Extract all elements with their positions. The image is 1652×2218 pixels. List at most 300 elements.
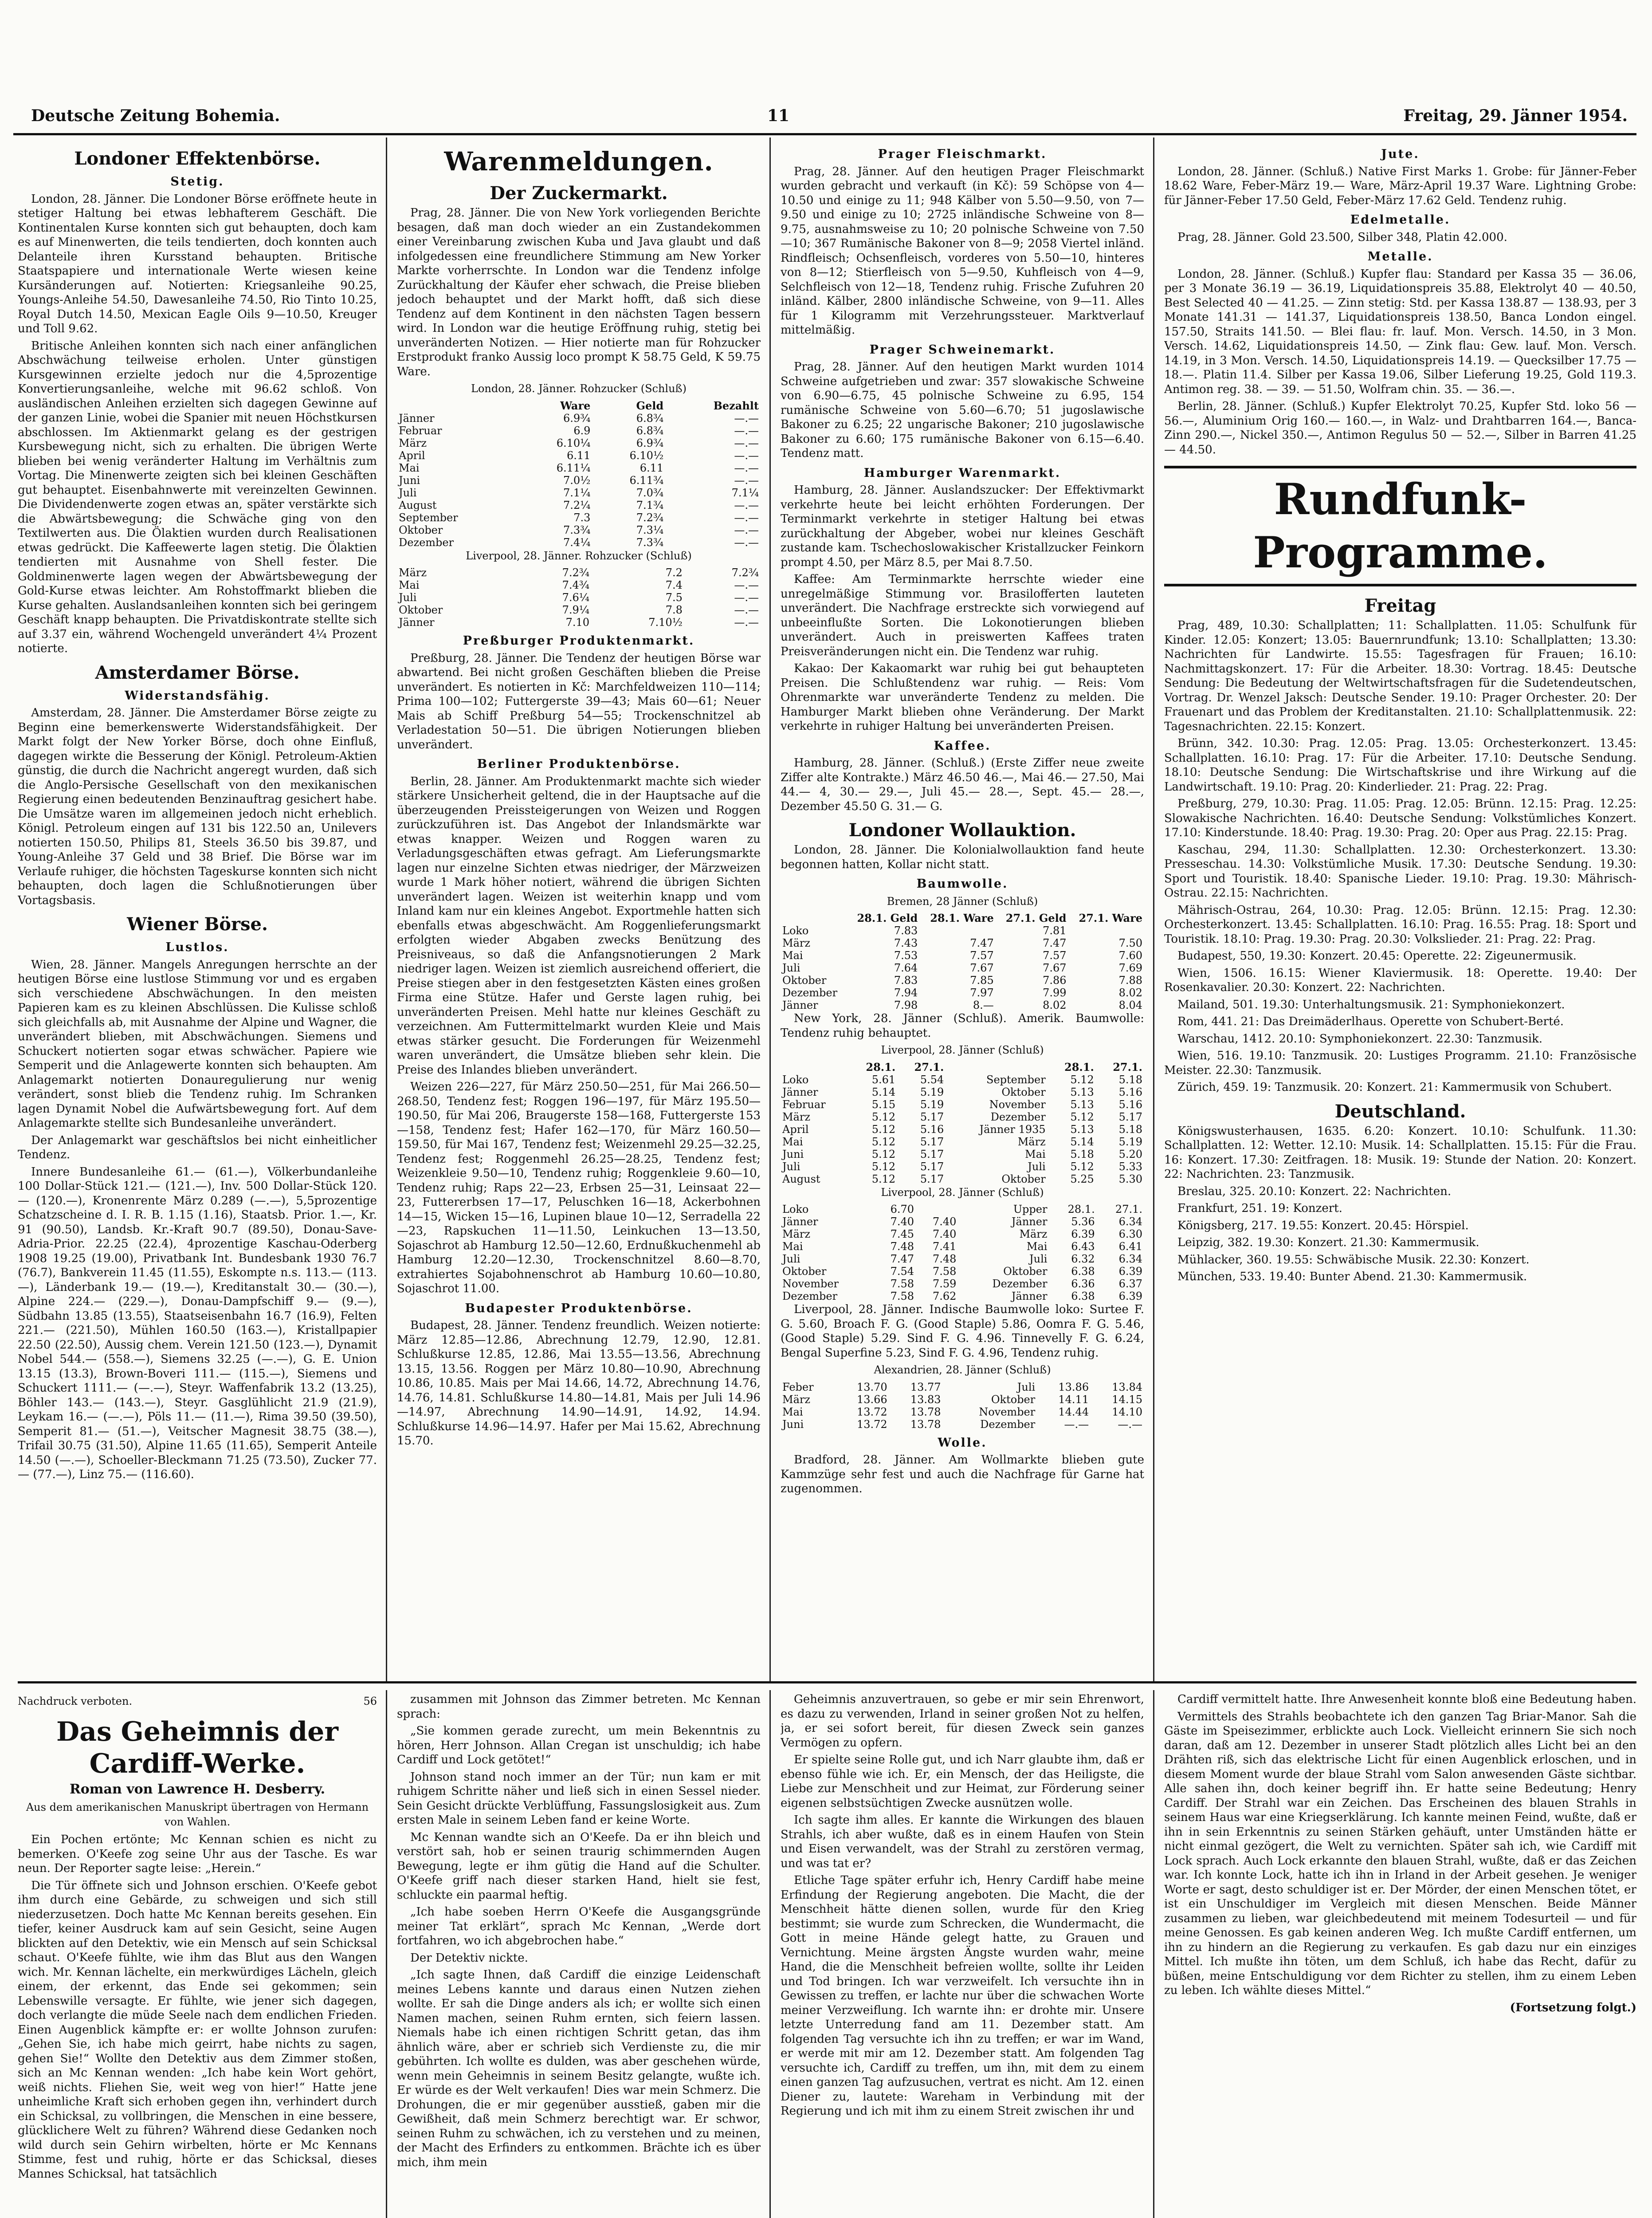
table-cell: 7.64 — [894, 962, 918, 974]
table-cell: 7.59 — [932, 1278, 957, 1290]
radio-listing: Kaschau, 294, 11.30: Schallplatten. 12.30: Orchesterkonzert. 13.30: Presseschau. 14.30: Volkstümliche Musik. 17.30: Deutsche Sendung. 19.30: Sport und Touristik. 18.40: Spanische Lieder. 19.10: Prag. 19.30: Mährisch-Ostrau. 22.15: Nachrichten. — [1164, 843, 1636, 900]
table-cell: Oktober — [991, 1393, 1036, 1406]
table-cell: 7.2¾ — [731, 566, 759, 579]
table-cell: Mai — [399, 461, 420, 474]
article-text: Hamburg, 28. Jänner. Auslandszucker: Der Effektivmarkt verkehrte heute bei leicht erhöhten Forderungen. Der Terminmarkt verkehrte in stetiger Haltung bei etwas zurückhaltung der Abgeber, wobei nur kleines Geschäft zustande kam. Tschechoslowakischer Kristallzucker Feinkorn prompt 4.50, per März 8.5, per Mai 8.7.50. — [781, 484, 1144, 569]
novel-text: Die Tür öffnete sich und Johnson erschien. O'Keefe gebot ihm durch eine Gebärde, zu schweigen und sich still niederzusetzen. Doch hatte Mc Kennan bereits gesehen. Ein tiefer, keiner Ausdruck kam auf sein Gesicht, seine Augen blickten auf den Detektiv, wie ein Mensch auf sein Schicksal schaut. O'Keefe fühlte, wie ihm das Blut aus den Wangen wich. Mr. Kennan lächelte, ein merkwürdiges Lächeln, gleich einem, der erkennt, das Ende sei gekommen; sein Lebenswille versagte. Er fühlte, wie jener sich dagegen, doch verlangte die müde Seele nach dem endlichen Frieden. Einen Augenblick kämpfte er: er wollte Johnson zurufen: „Gehen Sie, ich habe mich geirrt, habe nichts zu sagen, gehen Sie!“ Wollte den Detektiv aus dem Zimmer stoßen, sich an Mc Kennan wenden: „Ich habe kein Wort gehört, weiß nichts. Fliehen Sie, weit weg von hier!“ Hatte jene unheimliche Kraft sich erhoben gegen ihn, verhindert durch ein Schicksal, zu vollbringen, die Menschen in eine bessere, glücklichere Welt zu führen? Während diese Gedanken noch wild durch sein Gehirn wirbelten, hörte er Mc Kennans Stimme, fest und ruhig, hörte er das Schicksal, dieses Mannes Schicksal, hat tatsächlich — [18, 1879, 377, 2181]
table-cell: 13.86 — [1058, 1380, 1089, 1393]
table-cell: 7.47 — [1043, 937, 1067, 949]
heading-vienna-stock: Wiener Börse. — [127, 914, 268, 935]
page-header — [13, 106, 1636, 135]
table-cell: 5.18 — [1118, 1073, 1142, 1086]
table-cell: 5.25 — [1070, 1172, 1094, 1185]
table-cell: 13.77 — [910, 1380, 941, 1393]
table-cell: —.— — [734, 412, 759, 425]
heading-coffee: Kaffee. — [934, 739, 991, 753]
heading-wool: Wolle. — [938, 1435, 987, 1450]
table-cell: Juli — [1029, 1253, 1048, 1265]
header-paper-name: Deutsche Zeitung Bohemia. — [31, 106, 280, 125]
table-cell: —.— — [734, 499, 759, 511]
table-cell: 5.33 — [1118, 1160, 1142, 1173]
table-cell: —.— — [734, 591, 759, 604]
table-cell: 7.58 — [932, 1265, 957, 1278]
table-cell: 6.39 — [1118, 1290, 1142, 1302]
column-rule — [386, 138, 387, 1681]
table-cell: 5.13 — [1070, 1085, 1094, 1098]
table-cell: 6.39 — [1118, 1265, 1142, 1278]
article-text: London, 28. Jänner. (Schluß.) Kupfer flau: Standard per Kassa 35 — 36.06, per 3 Monate 36.19 — 36.19, Liquidationspreis 35.88, Elektrolyt 40 — 40.50, Best Selected 40 — 41.25. — Zinn stetig: Std. per Kassa 138.87 — 138.93, per 3 Monate 141.31 — 141.37, Liquidationspreis 138.50, Banca London eingel. 157.50, Straits 141.50. — Blei flau: fr. lauf. Mon. Versch. 14.50, in 3 Mon. Versch. 14.62, Liquidationspreis 14.50, — Zink flau: Gew. lauf. Mon. Versch. 14.19, in 3 Mon. Versch. 14.50, Liquidationspreis 14.19. — Quecksilber 17.75 — 18.—. Platin 11.4. Silber per Kassa 19.06, Silber Lieferung 19.25, Gold 119.3. Antimon reg. 38. — 39. — 51.50, Wolfram chin. 35. — 36.—. — [1164, 267, 1636, 396]
table-cell: 27.1. — [1115, 1203, 1142, 1215]
heading-germany: Deutschland. — [1334, 1101, 1466, 1122]
table-row — [781, 1228, 1144, 1240]
table-cell: Dezember — [992, 1278, 1048, 1290]
radio-listing: Frankfurt, 251. 19: Konzert. — [1177, 1202, 1342, 1215]
table-row — [397, 579, 761, 591]
table-cell: 5.19 — [920, 1085, 944, 1098]
column-metals-radio — [1164, 142, 1636, 1677]
table-cell: Mai — [1025, 1148, 1046, 1160]
radio-listing: Mährisch-Ostrau, 264, 10.30: Prag. 12.05: Brünn. 12.15: Prag. 12.30: Orchesterkonzert. 13.45: Schallplatten. 16.10: Prag. 16.55: Prag. 18: Sport und Touristik. 18.10: Prag. 19.30: Prag. 20.30: Volkslieder. 21: Prag. 22: Prag. — [1164, 903, 1636, 946]
table-cell: 5.30 — [1118, 1172, 1142, 1185]
cotton-bremen-table — [781, 912, 1144, 1011]
table-cell: 13.72 — [856, 1418, 887, 1431]
table-cell: 6.37 — [1118, 1278, 1142, 1290]
heading-pressburg: Preßburger Produktenmarkt. — [463, 634, 695, 648]
table-cell: 7.67 — [970, 962, 994, 974]
heading-cotton: Baumwolle. — [916, 877, 1008, 891]
table-row — [397, 591, 761, 604]
table-cell: 7.4 — [665, 579, 683, 591]
table-cell: 6.38 — [1071, 1290, 1095, 1302]
article-text: Amsterdam, 28. Jänner. Die Amsterdamer Börse zeigte zu Beginn eine bemerkenswerte Widerstandsfähigkeit. Der Markt folgt der New Yorker Börse, doch ohne Einfluß, dagegen wirkte die Besserung der Königl. Petroleum-Aktien günstig, die durch die Nachricht angeregt wurden, daß sich die Anglo-Persische Gesellschaft von den mexikanischen Regierung einen bedeutenden Benzinauftrag gesichert habe. Die Umsätze waren im allgemeinen jedoch nicht erheblich. Königl. Petroleum eingen auf 131 bis 122.50 an, Unilevers notierten 150.50, Philips 81, Steels 36.50 bis 39.87, und Young-Anleihe 37 Geld und 38 Brief. Die Börse war im Verlaufe ruhiger, die höchsten Tageskurse konnten sich nicht behaupten, doch lagen die Schlußnotierungen über Vortagsbasis. — [18, 706, 377, 907]
novel-text: Etliche Tage später erfuhr ich, Henry Cardiff habe meine Erfindung der Regierung angeboten. Die Macht, die der Menschheit hätte dienen sollen, wurde für den Krieg bestimmt; sie wurde zum Schrecken, die Wundermacht, die Gott in meine Hände gelegt hatte, zu Grauen und Vernichtung. Meine ärgsten Ängste wurden wahr, meine Hand, die die Menschheit befreien wollte, sollte ihr Leiden und Tod bringen. Ich war verzweifelt. Ich versuchte ihn in Gewissen zu treffen, er lachte nur über die schwachen Worte meiner Verzweiflung. Ich warnte ihn: er drohte mir. Unsere letzte Unterredung fand am 11. Dezember statt. Am folgenden Tag versuchte ich ihn zu treffen; er war im Wand, er werde mit mir am 12. Dezember statt. Am folgenden Tag versuchte ich, Cardiff zu treffen, um ihn, mit dem zu einem einen ganzen Tag aufzusuchen, vertrat es nicht. Am 12. einen Diener zu, lautete: Wareham in Verbindung mit der Regierung und ich mit ihm zu einem Streit zwischen ihr und — [781, 1874, 1144, 2118]
column-rule — [769, 138, 771, 1681]
table-cell: 5.61 — [871, 1073, 896, 1086]
table-cell: Mai — [1026, 1240, 1048, 1253]
subheading: Lustlos. — [165, 940, 229, 954]
table-cell: 7.54 — [890, 1265, 914, 1278]
table-cell: 27.1. — [914, 1060, 944, 1074]
column-markets — [781, 142, 1144, 1677]
table-cell: 7.94 — [894, 987, 918, 999]
table-caption: Liverpool, 28. Jänner. Rohzucker (Schluß) — [466, 549, 692, 562]
table-cell: 7.2¾ — [562, 566, 590, 579]
article-text: Hamburg, 28. Jänner. (Schluß.) (Erste Ziffer neue zweite Ziffer alte Kontrakte.) März 46.50 46.—, Mai 46.— 27.50, Mai 44.— 4, 30.— 29.—, Juli 45.— 28.—, Sept. 45.— 28.—, Dezember 45.50 G. 31.— G. — [781, 756, 1144, 813]
table-cell: 7.83 — [894, 974, 918, 987]
table-cell: 7.57 — [970, 949, 994, 962]
table-row — [781, 1215, 1144, 1228]
table-row — [397, 425, 761, 437]
table-cell: 6.34 — [1118, 1253, 1142, 1265]
table-cell: 5.36 — [1071, 1215, 1095, 1228]
table-cell: März — [782, 1393, 810, 1406]
table-cell — [781, 1061, 849, 1074]
heading-london-stock: Londoner Effektenbörse. — [74, 148, 321, 169]
table-row — [781, 1136, 1144, 1148]
table-cell: 8.— — [973, 999, 994, 1011]
article-text: Prag, 28. Jänner. Gold 23.500, Silber 348, Platin 42.000. — [1177, 230, 1507, 244]
table-cell: Juli — [1017, 1380, 1036, 1393]
table-row — [781, 1098, 1144, 1111]
radio-listing: Wien, 516. 19.10: Tanzmusik. 20: Lustiges Programm. 21.10: Französische Meister. 22.30: Tanzmusik. — [1164, 1049, 1636, 1077]
table-cell: 7.1¾ — [636, 499, 664, 511]
table-cell: —.— — [734, 604, 759, 616]
table-cell: Feber — [782, 1380, 814, 1393]
table-cell: September — [986, 1073, 1046, 1086]
table-cell: Loko — [782, 1073, 809, 1086]
table-cell: Oktober — [782, 974, 827, 987]
table-cell: —.— — [734, 523, 759, 536]
table-row — [397, 524, 761, 536]
table-cell: 7.4¾ — [562, 579, 590, 591]
table-row — [781, 1160, 1144, 1173]
article-text: Britische Anleihen konnten sich nach einer anfänglichen Abschwächung teilweise erholen. Unter günstigen Kursgewinnen erzielte jedoch nur die 4,5prozentige Konvertierungsanleihe, welche mit 96.62 schloß. Von ausländischen Anleihen erzielten sich dagegen Gewinne auf der ganzen Linie, wobei die Spanier mit neuen Höchstkursen abschlossen. Im Aktienmarkt gelang es der gestrigen Kursbewegung nicht, sich zu erhalten. Die übrigen Werte blieben bei wenig veränderter Haltung im Verhältnis zum Vortag. Die Minenwerte zeigten sich bei kleinen Geschäften gut behauptet. Eisenbahnwerte mit vereinzelten Gewinnen. Die Dividendenwerte zogen etwas an, später verstärkte sich die Abwärtsbewegung; die Schwäche ging von den Textilwerten aus. Die Ölaktien wurden durch Realisationen etwas gedrückt. Die Kaffeewerte lagen stetig. Die Ölaktien tendierten mit Ausnahme von Shell fester. Die Goldminenwerte lagen wegen der Abwärtsbewegung der Gold-Kurse etwas leichter. Am Rohstoffmarkt blieben die Kurse gehalten. Auslandsanleihen konnten sich bei geringem Geschäft knapp behaupten. Die Privatdiskontrate stellte sich auf 3.37 ein, während Wochengeld unverändert 4¼ Prozent notierte. — [18, 339, 377, 655]
subheading: Stetig. — [170, 175, 224, 189]
table-cell: 27.1. Geld — [1005, 912, 1067, 924]
table-cell: 7.8 — [665, 604, 683, 616]
table-row — [781, 1265, 1144, 1278]
novel-author: Roman von Lawrence H. Desberry. — [69, 1781, 326, 1797]
table-cell: Juli — [782, 962, 800, 974]
heading-prague-pigs: Prager Schweinemarkt. — [869, 342, 1056, 357]
table-cell: März — [399, 437, 427, 449]
table-row — [397, 449, 761, 462]
radio-listing: Brünn, 342. 10.30: Prag. 12.05: Prag. 13.05: Orchesterkonzert. 13.45: Schallplatten. 16.10: Prag. 17: Für die Arbeiter. 17.10: Deutsche Sendung. 18.10: Deutsche Sendung: Die Wirtschaftskrise und ihre Wirkung auf die Landwirtschaft. 19.10: Prag. 20: Kinderlieder. 21: Prag. 22: Prag. — [1164, 737, 1636, 794]
table-cell: 6.32 — [1071, 1253, 1095, 1265]
table-row — [397, 462, 761, 474]
table-row — [397, 412, 761, 425]
table-cell: 5.12 — [1070, 1073, 1094, 1086]
table-cell: 14.44 — [1058, 1405, 1089, 1418]
heading-warenmeldungen: Warenmeldungen. — [444, 146, 714, 177]
article-text: Preßburg, 28. Jänner. Die Tendenz der heutigen Börse war abwartend. Bei nicht großen Geschäften blieben die Preise unverändert. Es notierten in Kč: Marchfeldweizen 110—114; Prima 100—102; Futtergerste 39—43; Mais 60—61; Neuer Mais ab Schiff Preßburg 54—55; Trockenschnitzel ab Verladestation 50—51. Die übrigen Notierungen blieben unverändert. — [397, 651, 761, 751]
table-cell — [946, 1061, 1047, 1074]
radio-listing: Budapest, 550, 19.30: Konzert. 20.45: Operette. 22: Zigeunermusik. — [1177, 949, 1577, 963]
to-be-continued: (Fortsetzung folgt.) — [1510, 2001, 1636, 2014]
table-cell: November — [782, 1278, 839, 1290]
table-cell: 5.17 — [920, 1172, 944, 1185]
table-cell — [919, 924, 995, 937]
table-cell: 7.40 — [932, 1228, 957, 1240]
table-cell: Februar — [399, 424, 442, 437]
heading-precious-metals: Edelmetalle. — [1350, 213, 1451, 227]
table-cell — [397, 400, 519, 412]
table-row — [781, 1278, 1144, 1290]
radio-listing: Wien, 1506. 16.15: Wiener Klaviermusik. 18: Operette. 19.40: Der Rosenkavalier. 20.30: Konzert. 22: Nachrichten. — [1164, 966, 1636, 994]
heading-berlin: Berliner Produktenbörse. — [477, 757, 681, 771]
table-cell: 14.11 — [1058, 1393, 1089, 1406]
table-cell: 5.12 — [871, 1135, 896, 1148]
table-cell: 7.62 — [932, 1290, 957, 1302]
table-cell: März — [782, 937, 810, 949]
table-cell: 7.5 — [665, 591, 683, 604]
table-cell: 13.72 — [856, 1405, 887, 1418]
table-cell: 6.39 — [1071, 1228, 1095, 1240]
heading-sugar-market: Der Zuckermarkt. — [490, 183, 668, 204]
table-cell: Geld — [636, 399, 664, 412]
novel-column-2 — [397, 1692, 761, 2218]
table-cell: 27.1. — [1113, 1060, 1142, 1074]
article-text: Berlin, 28. Jänner. (Schluß.) Kupfer Elektrolyt 70.25, Kupfer Std. loko 56 — 56.—, Aluminium Orig 160.— 160.—, in Walz- und Drahtbarren 164.—, Banca-Zinn 290.—, Nickel 350.—, Antimon Regulus 50 — 52.—, Silber in Barren 41.25 — 44.50. — [1164, 400, 1636, 456]
table-cell: 7.43 — [894, 937, 918, 949]
table-row — [781, 962, 1144, 974]
table-caption: Alexandrien, 28. Jänner (Schluß) — [874, 1364, 1051, 1376]
table-cell: April — [399, 449, 425, 462]
table-cell: 7.2 — [665, 566, 683, 579]
table-cell: Loko — [782, 1203, 809, 1215]
table-cell: 6.11 — [640, 461, 664, 474]
table-cell: 6.9¾ — [636, 437, 664, 449]
heading-friday: Freitag — [1364, 595, 1436, 616]
article-text: Prag, 28. Jänner. Auf den heutigen Markt wurden 1014 Schweine aufgetrieben und zwar: 357 slowakische Schweine von 6.90—6.75, 45 polnische Schweine zu 6.95, 154 rumänische Schweine von 5.60—6.70; 51 jugoslawische Bakoner zu 6.25; 22 ungarische Bakoner; 210 jugoslawische Bakoner zu 6.60; 175 rumänische Bakoner von 6.15—6.40. Tendenz matt. — [781, 360, 1144, 460]
table-cell: 7.2¼ — [563, 499, 591, 511]
table-cell: 6.70 — [890, 1203, 914, 1215]
novel-text: Ein Pochen ertönte; Mc Kennan schien es nicht zu bemerken. O'Keefe zog seine Uhr aus der Tasche. Es war neun. Der Reporter sagte leise: „Herein.“ — [18, 1833, 377, 1875]
table-cell: 28.1. — [866, 1060, 896, 1074]
table-cell: März — [1019, 1228, 1048, 1240]
table-cell: 7.3¾ — [563, 523, 591, 536]
novel-title: Das Geheimnis der Cardiff-Werke. — [56, 1716, 338, 1779]
table-cell: 7.83 — [894, 924, 918, 937]
table-row — [781, 974, 1144, 987]
table-cell: 7.40 — [932, 1215, 957, 1228]
table-cell: 6.10½ — [629, 449, 664, 462]
table-row — [781, 1253, 1144, 1265]
table-cell: 5.13 — [1070, 1098, 1094, 1111]
article-text: Innere Bundesanleihe 61.— (61.—), Völkerbundanleihe 100 Dollar-Stück 121.— (121.—), Inv. 500 Dollar-Stück 120.— (120.—), Kronenrente März 0.289 (—.—), 5,5prozentige Schatzscheine d. I. R. B. 1.15 (1.16), Staatsb. Prior. 1.—, Kr. 91 (90.50), Landsb. Kr.-Kraft 90.7 (89.50), Donau-Save-Adria-Prior. 22.25 (22.4), 4prozentige Kaschau-Oderberg 1908 19.25 (19.00), Privatbank Int. Bundesbank 1930 76.7 (76.7), Bankverein 11.45 (11.55), Eskompte n.s. 113.— (113.—), Länderbank 19.— (19.—), Kreditanstalt 30.— (30.—), Alpine 224.— (229.—), Donau-Dampfschiff 9.— (9.—), Südbahn 13.85 (13.55), Staatseisenbahn 16.7 (16.9), Felten 221.— (221.50), Mühlen 160.50 (163.—), Kristallpapier 22.50 (22.50), Aussig chem. Verein 121.50 (123.—), Dynamit Nobel 544.— (558.—), Siemens 32.25 (—.—), G. E. Union 13.15 (13.3), Brown-Boveri 111.— (115.—), Siemens und Schuckert 1111.— (—.—), Steyr. Waffenfabrik 13.2 (13.25), Böhler 143.— (143.—), Steyr. Gasglühlicht 21.9 (21.9), Leykam 16.— (—.—), Pöls 11.— (11.—), Rima 39.50 (39.50), Semperit 81.— (51.—), Veitscher Magnesit 38.75 (38.—), Trifail 30.75 (31.50), Alpine 11.65 (11.65), Semperit Anteile 14.50 (—.—), Schoeller-Bleckmann 71.25 (73.50), Zucker 77.— (77.—), Linz 75.— (116.60). — [18, 1165, 377, 1481]
novel-text: Der Detektiv nickte. — [410, 1951, 528, 1965]
column-rule — [769, 1690, 771, 2218]
table-cell: März — [782, 1228, 810, 1240]
table-cell: 28.1. Ware — [930, 912, 994, 924]
table-cell: 7.86 — [1043, 974, 1067, 987]
table-cell: —.— — [734, 474, 759, 487]
table-cell: Mai — [782, 949, 803, 962]
table-cell: 7.85 — [970, 974, 994, 987]
table-row — [781, 1173, 1144, 1185]
table-cell: Jänner — [1011, 1290, 1048, 1302]
table-cell: 6.36 — [1071, 1278, 1095, 1290]
novel-text: Mc Kennan wandte sich an O'Keefe. Da er ihn bleich und verstört sah, hob er seinen traurig schimmernden Augen Bewegung, legte er ihm gütig die Hand auf die Schulter. O'Keefe griff nach dieser starken Hand, hielt sie fest, schluckte ein paarmal heftig. — [397, 1830, 761, 1902]
table-cell: 5.12 — [871, 1160, 896, 1173]
table-cell: 6.41 — [1118, 1240, 1142, 1253]
table-row — [397, 437, 761, 449]
table-cell: Juli — [1028, 1160, 1046, 1173]
table-cell: April — [782, 1123, 809, 1136]
table-cell: 13.78 — [910, 1418, 941, 1431]
radio-listing: Warschau, 1412. 20.10: Symphoniekonzert. 22.30: Tanzmusik. — [1177, 1032, 1543, 1046]
heading-jute: Jute. — [1381, 147, 1420, 161]
table-cell: März — [1017, 1135, 1046, 1148]
table-cell: Jänner — [399, 412, 435, 425]
table-cell: 7.47 — [970, 937, 994, 949]
table-row — [781, 1393, 1144, 1406]
table-cell: 5.17 — [920, 1110, 944, 1123]
article-text: London, 28. Jänner. (Schluß.) Native First Marks 1. Grobe: für Jänner-Feber 18.62 Ware, Feber-März 19.— Ware, März-April 19.37 Ware. Lightning Grobe: für Jänner-Feber 17.50 Geld, Feber-März 17.62 Geld. Tendenz ruhig. — [1164, 165, 1636, 207]
table-cell: 6.34 — [1118, 1215, 1142, 1228]
table-cell: Oktober — [399, 523, 443, 536]
novel-text: „Ich habe soeben Herrn O'Keefe die Ausgangsgründe meiner Tat erklärt“, sprach Mc Kennan, „Werde dort fortfahren, wo ich abgebrochen habe.“ — [397, 1905, 761, 1947]
table-cell: August — [782, 1172, 820, 1185]
cotton-alexandria-table — [781, 1381, 1144, 1431]
table-cell: 5.20 — [1118, 1148, 1142, 1160]
table-cell: Jänner — [1011, 1215, 1048, 1228]
table-cell: —.— — [1118, 1418, 1142, 1431]
table-cell: 7.0½ — [563, 474, 591, 487]
radio-listing: Leipzig, 382. 19.30: Konzert. 21.30: Kammermusik. — [1177, 1236, 1479, 1249]
table-cell: 28.1. Geld — [857, 912, 918, 924]
table-cell: 5.15 — [871, 1098, 896, 1111]
table-cell: 14.10 — [1112, 1405, 1142, 1418]
table-cell: 13.66 — [856, 1393, 887, 1406]
article-text: Kaffee: Am Terminmarkte herrschte wieder eine unregelmäßige Stimmung vor. Brasilofferten lauteten unverändert. Die Nachfrage erstreckte sich vorwiegend auf unbeeinflußte Sorten. Die Lokonotierungen blieben unverändert. Auch in preiswerten Kaffees traten Preisveränderungen nicht ein. Die Tendenz war ruhig. — [781, 573, 1144, 658]
table-cell: 7.58 — [890, 1290, 914, 1302]
table-caption: Bremen, 28 Jänner (Schluß) — [887, 895, 1038, 908]
table-cell: 13.78 — [910, 1405, 941, 1418]
sugar-liverpool-table — [397, 566, 761, 629]
table-caption: Liverpool, 28. Jänner (Schluß) — [881, 1044, 1044, 1056]
table-cell: Dezember — [782, 1290, 838, 1302]
table-cell: 7.10 — [565, 616, 590, 629]
table-row — [781, 1148, 1144, 1160]
table-cell: —.— — [734, 511, 759, 524]
table-cell: Oktober — [1003, 1265, 1048, 1278]
reprint-notice — [18, 1694, 377, 1709]
novel-text: Vermittels des Strahls beobachtete ich den ganzen Tag Briar-Manor. Sah die Gäste im Speisezimmer, erblickte auch Lock. Vielleicht erinnern Sie sich noch daran, daß am 12. Dezember in unserer Stadt plötzlich alles Licht bei an den Drähten riß, sich das elektrische Licht für einen Augenblick erloschen, und in diesem Moment wurde der blaue Strahl vom Salon anwesenden Gäste sichtbar. Alle sahen ihn, doch keiner begriff ihn. Er hatte seine Bedeutung; Henry Cardiff. Der Strahl war ein Zeichen. Das Erscheinen des blauen Strahls in seinem Haus war eine Kriegserklärung. Ich kannte meinen Feind, wußte, daß er ihn in sein Erkenntnis zu seinen Stärken gehäuft, unter Umständen hätte er nicht einmal gezögert, die Welt zu vernichten. Später sah ich, wie Cardiff mit Lock sprach. Auch Lock erkannte den blauen Strahl, wußte, daß er das Zeichen war. Ich konnte Lock, hatte ich ihn in Irland in der Arbeit gesehen. Je weniger Worte er sagt, desto schuldiger ist er. Der Mörder, der einen Menschen tötet, er ist ein Unschuldiger im Vergleich mit diesen Menschen. Beide Männer zusammen zu lieben, war gleichbedeutend mit meinem Todesurteil — und für meine Genossen. Es gab keinen anderen Weg. Ich mußte Cardiff entfernen, um ihn zu hindern an die Regierung zu verkaufen. Es gab dazu nur ein einziges Mittel. Ich mußte ihn töten, um dem Schluß, ich habe das Recht, dafür zu büßen, meine Entschuldigung vor dem Richter zu stellen, ihm zu einem Leben zu leben. Ich wählte dieses Mittel.“ — [1164, 1710, 1636, 1997]
table-cell: 6.11¼ — [556, 461, 591, 474]
table-cell: 7.81 — [1043, 924, 1067, 937]
table-cell: 6.8¾ — [636, 424, 664, 437]
table-cell: 5.17 — [920, 1148, 944, 1160]
article-text: Prag, 28. Jänner. Auf den heutigen Prager Fleischmarkt wurden gebracht und verkauft (in Kč): 59 Schöpse von 4—10.50 und einige zu 11; 948 Kälber von 5.50—9.50, von 7—9.50 und einige zu 10; 2725 inländische Schweine von 8—9.75, ausnahmsweise zu 10; 20 polnische Schweine von 7.50—10; 367 Rumänische Bakoner von 8—9; 2058 Viertel inländ. Rindfleisch; Ochsenfleisch, vorderes von 5.50—10, hinteres von 8—12; Stierfleisch von 5—9.50, Kuhfleisch von 4—9, Selchfleisch von 12—18, Tendenz ruhig. Frische Zufuhren 20 inländ. Kälber, 2800 inländische Schweine, von 9—11. Alles für 1 Kilogramm mit Verzehrungssteuer. Marktverlauf mittelmäßig. — [781, 165, 1144, 337]
table-cell: Juli — [782, 1160, 800, 1173]
table-cell: 7.41 — [932, 1240, 957, 1253]
radio-listing: Zürich, 459. 19: Tanzmusik. 20: Konzert. 21: Kammermusik von Schubert. — [1177, 1081, 1612, 1094]
novel-text: „Sie kommen gerade zurecht, um mein Bekenntnis zu hören, Herr Johnson. Allan Cregan ist unschuldig; ich habe Cardiff und Lock getötet!“ — [397, 1724, 761, 1766]
column-rule — [1153, 138, 1154, 1681]
table-cell: Juli — [399, 591, 417, 604]
table-cell: 5.16 — [1118, 1085, 1142, 1098]
table-cell: 5.16 — [1118, 1098, 1142, 1111]
table-cell: 7.1¼ — [731, 486, 759, 499]
feuilleton-divider — [18, 1681, 1636, 1683]
heading-metals: Metalle. — [1367, 250, 1433, 263]
table-cell: Dezember — [782, 987, 838, 999]
table-cell: —.— — [734, 579, 759, 591]
table-cell: Juni — [782, 1418, 804, 1431]
table-row — [397, 616, 761, 629]
heading-budapest: Budapester Produktenbörse. — [465, 1301, 693, 1315]
table-cell: 7.47 — [890, 1253, 914, 1265]
table-cell: 5.12 — [1070, 1160, 1094, 1173]
table-row — [781, 1418, 1144, 1431]
table-cell: 7.98 — [894, 999, 918, 1011]
novel-text: Geheimnis anzuvertrauen, so gebe er mir sein Ehrenwort, es dazu zu verwenden, Irland in seiner großen Not zu helfen, ja, er sei sofort bereit, für diesen Zweck sein ganzes Vermögen zu opfern. — [781, 1693, 1144, 1750]
table-cell: Oktober — [1001, 1085, 1046, 1098]
column-finance — [18, 142, 377, 1677]
radio-listing: Breslau, 325. 20.10: Konzert. 22: Nachrichten. — [1177, 1184, 1452, 1198]
table-cell: Jänner — [782, 999, 818, 1011]
table-cell: Bezahlt — [713, 399, 759, 412]
table-row — [781, 1111, 1144, 1123]
instalment-number: 56 — [363, 1695, 377, 1707]
table-cell: 6.30 — [1118, 1228, 1142, 1240]
novel-column-1 — [18, 1692, 377, 2218]
novel-text: Er spielte seine Rolle gut, und ich Narr glaubte ihm, daß er ebenso fühle wie ich. Er, ein Mensch, der das Heiligste, die Liebe zur Menschheit und zur Heimat, zur Förderung seiner eigenen selbstsüchtigen Zwecke ausnützen wolle. — [781, 1753, 1144, 1810]
column-rule — [1153, 1690, 1154, 2218]
article-text: Weizen 226—227, für März 250.50—251, für Mai 266.50—268.50, Tendenz fest; Roggen 196—197, für März 195.50—190.50, für Mai 206, Braugerste 158—168, Futtergerste 153—158, Tendenz fest; Hafer 162—170, für März 160.50—159.50, für Mai 167, Tendenz fest; Weizenmehl 29.25—32.25, Tendenz fest; Roggenmehl 26.25—28.25, Tendenz fest; Weizenkleie 9.50—10, Tendenz ruhig; Roggenkleie 9.60—10, Tendenz ruhig; Raps 22—23, Erbsen 25—31, Leinsaat 22—23, Futtererbsen 17—17, Peluschken 16—18, Ackerbohnen 14—15, Wicken 15—16, Lupinen blaue 10—12, Serradella 22—23, Rapskuchen 11—11.50, Leinkuchen 13—13.50, Sojaschrot ab Hamburg 12.50—12.60, Erdnußkuchenmehl ab Hamburg 12.20—12.30, Trockenschnitzel 8.60—8.70, extrahiertes Sojabohnenschrot ab Hamburg 10.60—10.80, Sojaschrot 11.00. — [397, 1080, 761, 1295]
table-cell: März — [782, 1110, 810, 1123]
novel-text: „Ich sagte Ihnen, daß Cardiff die einzige Leidenschaft meines Lebens kannte und daraus einen Nutzen ziehen wollte. Er sah die Dinge anders als ich; er wollte sich einen Namen machen, seinen Ruhm ernten, sich feiern lassen. Niemals habe ich einen richtigen Schritt getan, das ihm ähnlich wäre, aber er schrieb sich Verdienste zu, die mir gebührten. Ich wollte es dulden, was aber geschehen würde, wenn mein Geheimnis in seinem Besitz gelangte, wußte ich. Er würde es der Welt verkaufen! Dies war mein Schmerz. Die Drohungen, die er mir gegenüber ausstieß, gaben mir die Gewißheit, daß mein Schmerz berechtigt war. Er schwor, seinen Ruhm zu schwächen, ich zu verstehen und zu meinen, der Macht des Erfinders zu entkommen. Brächte ich es über mich, ihm mein — [397, 1968, 761, 2169]
table-cell: Dezember — [990, 1110, 1046, 1123]
table-row — [781, 999, 1144, 1011]
table-cell: 7.10½ — [648, 616, 683, 629]
table-cell: Juli — [782, 1253, 800, 1265]
table-cell: —.— — [734, 536, 759, 549]
table-cell: 6.9¾ — [563, 412, 591, 425]
table-cell: November — [979, 1405, 1036, 1418]
radio-listing: Prag, 489, 10.30: Schallplatten; 11: Schallplatten. 11.05: Schulfunk für Kinder. 12.05: Konzert; 13.05: Bauernrundfunk; 13.10: Schallplatten; 13.30: Nachrichten für Landwirte. 15.55: Tagesfragen für Frauen; 16.10: Nachmittagskonzert. 17: Für die Arbeiter. 18.30: Vortrag. 18.45: Deutsche Sendung: Die Bedeutung der Weltwirtschaftsfragen für die Sudetendeutschen, Vortrag. Dr. Wenzel Jaksch: Deutsche Sender. 19.10: Prager Orchester. 20: Der Frauenart und das Problem der Kreditanstalten. 21.10: Schallplattenmusik. 22: Tagesnachrichten. 22.15: Konzert. — [1164, 619, 1636, 733]
table-cell: 7.97 — [970, 987, 994, 999]
cotton-liverpool-egypt-table — [781, 1203, 1144, 1302]
table-row — [781, 1290, 1144, 1302]
table-cell: 5.14 — [1070, 1135, 1094, 1148]
table-cell: 6.10¼ — [556, 437, 591, 449]
table-cell: 6.38 — [1071, 1265, 1095, 1278]
table-cell: 5.14 — [871, 1085, 896, 1098]
table-cell: 7.0¾ — [636, 486, 664, 499]
heading-wool-auction: Londoner Wollauktion. — [848, 820, 1076, 841]
table-cell: —.— — [734, 449, 759, 462]
table-row — [397, 566, 761, 579]
table-cell: Jänner — [782, 1215, 818, 1228]
table-cell: 7.67 — [1043, 962, 1067, 974]
table-cell: —.— — [734, 437, 759, 449]
table-cell: Oktober — [782, 1265, 827, 1278]
table-cell: 14.15 — [1112, 1393, 1142, 1406]
table-cell: 7.6¼ — [562, 591, 590, 604]
table-cell: Mai — [782, 1135, 803, 1148]
table-caption: London, 28. Jänner. Rohzucker (Schluß) — [471, 382, 687, 395]
table-cell: 7.58 — [890, 1278, 914, 1290]
table-cell: März — [399, 566, 427, 579]
table-cell — [1068, 924, 1144, 937]
table-cell: Jänner — [782, 1085, 818, 1098]
table-cell: 5.18 — [1118, 1123, 1142, 1136]
table-cell: August — [399, 499, 437, 511]
novel-text: Johnson stand noch immer an der Tür; nun kam er mit ruhigem Schritte näher und ließ sich in einen Sessel nieder. Sein Gesicht drückte Verblüffung, Fassungslosigkeit aus. Zum ersten Male in seinem Leben fand er keine Worte. — [397, 1770, 761, 1827]
table-cell: Upper — [1013, 1203, 1048, 1215]
table-cell: Ware — [560, 399, 591, 412]
heading-radio-programmes: Rundfunk-Programme. — [1164, 466, 1636, 586]
table-row — [397, 536, 761, 549]
table-cell: 8.02 — [1118, 987, 1142, 999]
table-cell: 7.53 — [894, 949, 918, 962]
table-header-row — [397, 400, 761, 412]
table-header-row — [781, 1061, 1144, 1074]
table-cell: Jänner 1935 — [979, 1123, 1046, 1136]
table-cell: 5.12 — [871, 1110, 896, 1123]
table-cell: 7.3¼ — [636, 523, 664, 536]
article-text: Der Anlagemarkt war geschäftslos bei nicht einheitlicher Tendenz. — [18, 1133, 377, 1161]
novel-text: Cardiff vermittelt hatte. Ihre Anwesenheit konnte bloß eine Bedeutung haben. — [1177, 1693, 1636, 1706]
heading-prague-meat: Prager Fleischmarkt. — [878, 147, 1047, 161]
table-cell: Jänner — [399, 616, 435, 629]
table-cell: Mai — [782, 1240, 803, 1253]
novel-text: zusammen mit Johnson das Zimmer betreten. Mc Kennan sprach: — [397, 1693, 761, 1721]
table-cell: 7.9¼ — [562, 604, 590, 616]
radio-listing: Königswusterhausen, 1635. 6.20: Konzert. 10.10: Schulfunk. 11.30: Schallplatten. 12: Wetter. 12.10: Musik. 14: Schallplatten. 15.15: Für die Frau. 16: Konzert. 17.30: Zeitfragen. 18: Musik. 19: Stunde der Nation. 20: Konzert. 22: Nachrichten. 23: Tanzmusik. — [1164, 1124, 1636, 1181]
